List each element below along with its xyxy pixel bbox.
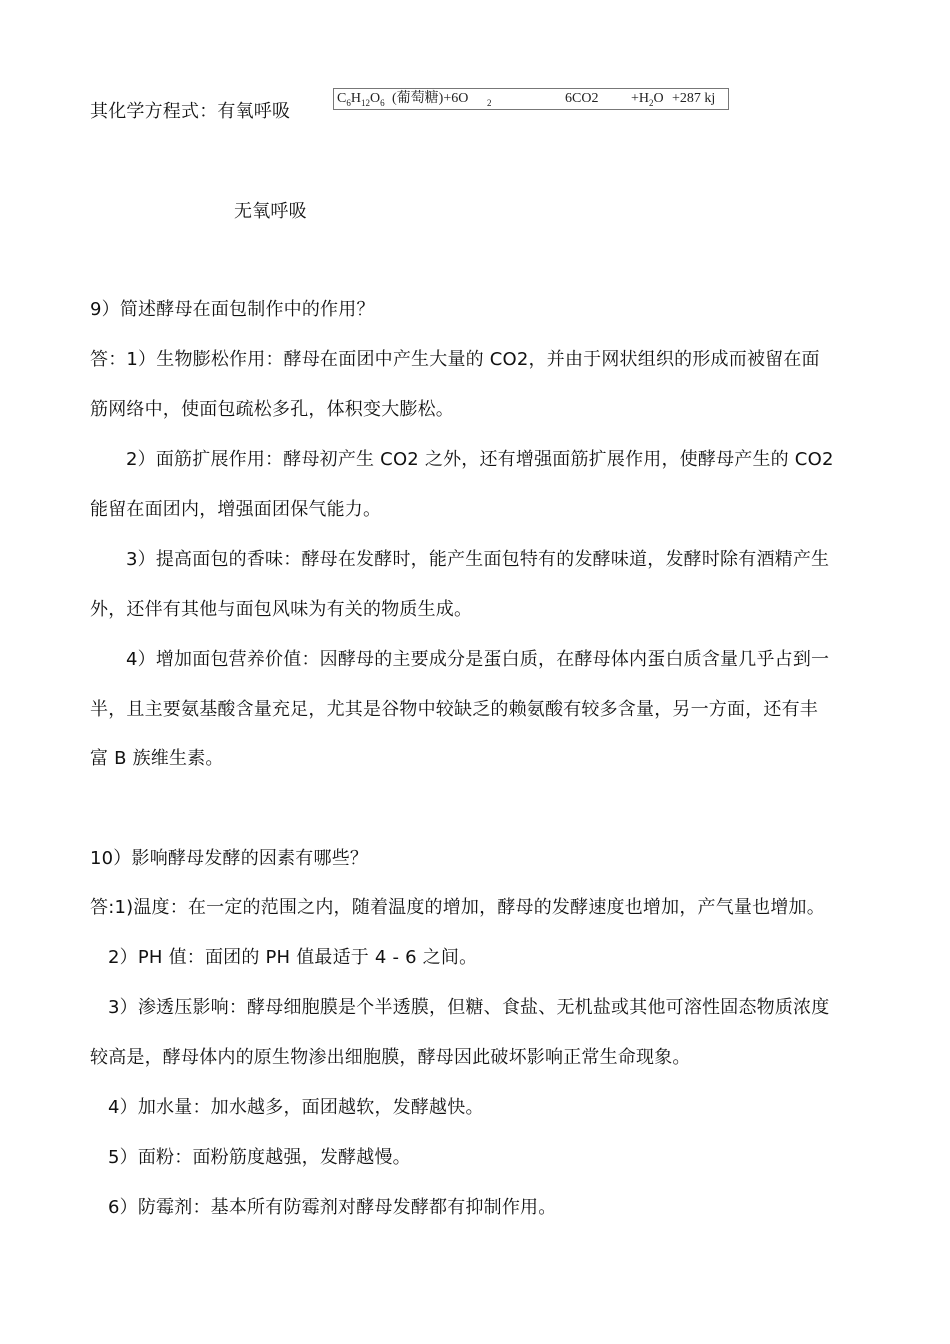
formula-right: +287 kj <box>672 91 716 106</box>
q9-line: 富 B 族维生素。 <box>90 748 224 769</box>
q9-line: 外，还伴有其他与面包风味为有关的物质生成。 <box>90 599 473 620</box>
q9-line: 3）提高面包的香味：酵母在发酵时，能产生面包特有的发酵味道，发酵时除有酒精产生 <box>126 549 830 570</box>
aerobic-equation-image <box>333 88 729 110</box>
question-10: 10）影响酵母发酵的因素有哪些？ <box>90 848 369 869</box>
q10-line: 2）PH 值：面团的 PH 值最适于 4 - 6 之间。 <box>108 947 478 968</box>
formula-glucose: $C_6H_{12}O_6$ <box>337 91 385 108</box>
formula-o2-sub: 2 <box>487 97 492 108</box>
q9-line: 半，且主要氨基酸含量充足，尤其是谷物中较缺乏的赖氨酸有较多含量，另一方面，还有丰 <box>90 699 818 720</box>
q9-line: 筋网络中，使面包疏松多孔，体积变大膨松。 <box>90 399 454 420</box>
q10-line: 较高是，酵母体内的原生物渗出细胞膜，酵母因此破坏影响正常生命现象。 <box>90 1047 691 1068</box>
q9-line: 4）增加面包营养价值：因酵母的主要成分是蛋白质，在酵母体内蛋白质含量几乎占到一 <box>126 649 830 670</box>
formula-co2: 6CO2 <box>565 91 599 106</box>
q9-line: 2）面筋扩展作用：酵母初产生 CO2 之外，还有增强面筋扩展作用，使酵母产生的 CO2 <box>126 449 834 470</box>
q10-line: 答:1)温度：在一定的范围之内，随着温度的增加，酵母的发酵速度也增加，产气量也增加。 <box>90 897 825 918</box>
q9-line: 答：1）生物膨松作用：酵母在面团中产生大量的 CO2，并由于网状组织的形成而被留在面 <box>90 349 820 370</box>
q10-line: 5）面粉：面粉筋度越强，发酵越慢。 <box>108 1147 411 1168</box>
question-9: 9）简述酵母在面包制作中的作用？ <box>90 299 375 320</box>
q9-line: 能留在面团内，增强面团保气能力。 <box>90 499 382 520</box>
formula-left: (葡萄糖)+6O <box>392 91 469 106</box>
anaerobic-label: 无氧呼吸 <box>234 201 307 222</box>
q10-line: 3）渗透压影响：酵母细胞膜是个半透膜，但糖、食盐、无机盐或其他可溶性固态物质浓度 <box>108 997 830 1018</box>
equation-intro: 其化学方程式：有氧呼吸 <box>90 101 291 122</box>
q10-line: 6）防霉剂：基本所有防霉剂对酵母发酵都有抑制作用。 <box>108 1197 557 1218</box>
q10-line: 4）加水量：加水越多，面团越软，发酵越快。 <box>108 1097 484 1118</box>
formula-h2o: $+H_2O$ <box>631 91 664 108</box>
